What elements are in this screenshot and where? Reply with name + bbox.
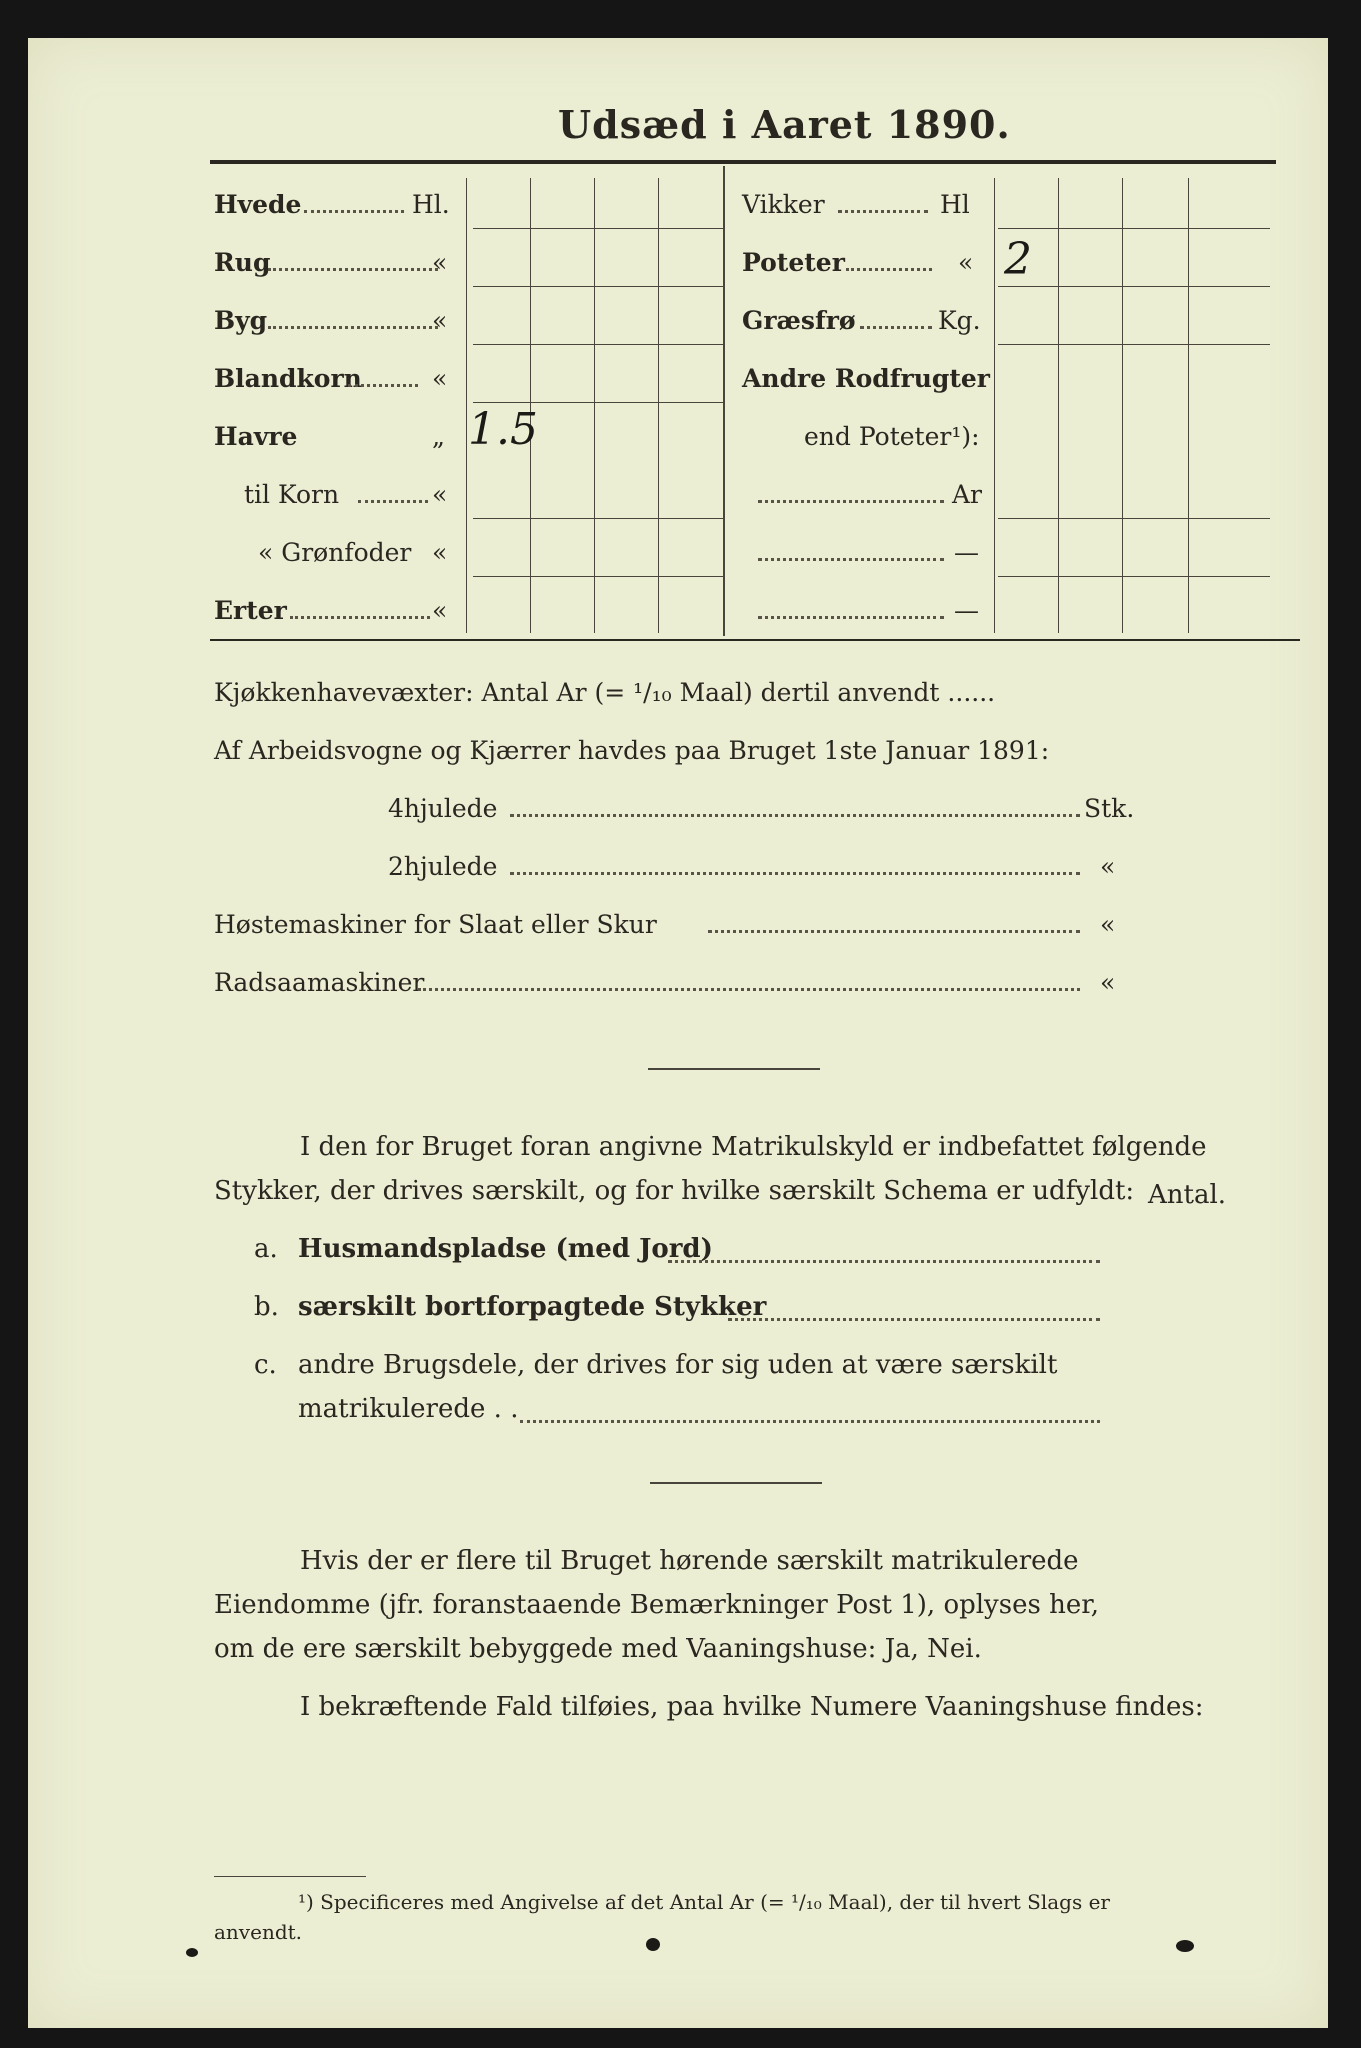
- leader-dots: [758, 500, 944, 503]
- row-unit: —: [954, 596, 979, 625]
- item-text: andre Brugsdele, der drives for sig uden at være særskilt: [298, 1350, 1058, 1380]
- left-col-line: [658, 178, 659, 633]
- row-label: 2hjulede: [388, 852, 498, 881]
- arbeidsvogne-line: Af Arbeidsvogne og Kjærrer havdes paa Bruget 1ste Januar 1891:: [214, 736, 1050, 765]
- leader-dots: [358, 500, 428, 503]
- ink-speck: [186, 1948, 198, 1957]
- row-unit: «: [432, 538, 448, 567]
- row-label: Byg: [214, 306, 268, 335]
- left-col-line: [594, 178, 595, 633]
- row-unit: Kg.: [938, 306, 981, 335]
- leader-dots: [268, 268, 438, 271]
- entry-line: [998, 518, 1270, 519]
- matrikul-line-2: Stykker, der drives særskilt, og for hvilke særskilt Schema er udfyldt:: [214, 1176, 1135, 1206]
- row-unit: Stk.: [1084, 794, 1135, 823]
- entry-line: [473, 576, 723, 577]
- row-label: end Poteter¹):: [804, 422, 980, 451]
- entry-line: [473, 344, 723, 345]
- entry-line: [473, 286, 723, 287]
- row-label: Erter: [214, 596, 287, 625]
- row-unit: «: [432, 364, 448, 393]
- ink-speck: [646, 1938, 660, 1951]
- antal-label: Antal.: [1148, 1180, 1227, 1210]
- entry-line: [473, 402, 723, 403]
- row-unit: «: [1100, 968, 1116, 997]
- leader-dots: [304, 210, 404, 213]
- right-col-line: [1122, 178, 1123, 633]
- item-letter: a.: [254, 1234, 278, 1264]
- row-label: Poteter: [742, 248, 845, 277]
- item-letter: b.: [254, 1292, 279, 1322]
- hvis-line-1: Hvis der er flere til Bruget hørende særskilt matrikulerede: [300, 1546, 1079, 1576]
- row-label: Rug: [214, 248, 271, 277]
- leader-dots: [860, 326, 932, 329]
- entry-line: [998, 286, 1270, 287]
- left-col-line: [466, 178, 467, 633]
- row-label: « Grønfoder: [258, 538, 412, 567]
- row-label: Hvede: [214, 190, 302, 219]
- leader-dots: [758, 558, 944, 561]
- leader-dots: [728, 1318, 1100, 1321]
- row-unit: „: [432, 422, 445, 451]
- item-text: Husmandspladse (med Jord): [298, 1234, 713, 1264]
- row-unit: Hl.: [412, 190, 450, 219]
- row-unit: «: [432, 248, 448, 277]
- row-unit: «: [432, 306, 448, 335]
- row-unit: —: [954, 538, 979, 567]
- matrikul-line-1: I den for Bruget foran angivne Matrikulskyld er indbefattet følgende: [300, 1132, 1207, 1162]
- row-label: Vikker: [742, 190, 825, 219]
- row-label: Høstemaskiner for Slaat eller Skur: [214, 910, 657, 939]
- footnote-rule: [214, 1876, 366, 1877]
- row-unit: «: [1100, 852, 1116, 881]
- table-bottom-rule: [210, 639, 1300, 641]
- leader-dots: [268, 326, 438, 329]
- right-col-line: [994, 178, 995, 633]
- row-label: til Korn: [244, 480, 340, 509]
- row-label: Blandkorn: [214, 364, 362, 393]
- leader-dots: [510, 872, 1080, 875]
- entry-line: [998, 576, 1270, 577]
- right-col-line: [1058, 178, 1059, 633]
- leader-dots: [846, 268, 932, 271]
- leader-dots: [708, 930, 1080, 933]
- form-title: Udsæd i Aaret 1890.: [558, 102, 1011, 147]
- entry-line: [998, 344, 1270, 345]
- item-letter: c.: [254, 1350, 277, 1380]
- row-unit: «: [432, 480, 448, 509]
- leader-dots: [510, 814, 1080, 817]
- leader-dots: [290, 616, 430, 619]
- hvis-line-2: Eiendomme (jfr. foranstaaende Bemærkninger Post 1), oplyses her,: [214, 1590, 1100, 1620]
- section-divider: [648, 1068, 820, 1070]
- leader-dots: [758, 616, 944, 619]
- row-unit: «: [958, 248, 974, 277]
- item-c-continuation: matrikulerede . .: [298, 1394, 519, 1424]
- row-label: Havre: [214, 422, 298, 451]
- footnote-line-2: anvendt.: [214, 1920, 303, 1944]
- havre-handwritten-value: 1.5: [468, 404, 538, 455]
- form-page: [28, 38, 1328, 2028]
- poteter-handwritten-value: 2: [1004, 234, 1032, 285]
- section-divider: [650, 1482, 822, 1484]
- table-top-rule: [210, 160, 1276, 164]
- row-unit: «: [1100, 910, 1116, 939]
- leader-dots: [668, 1260, 1100, 1263]
- row-label: Andre Rodfrugter: [742, 364, 990, 393]
- footnote-line-1: ¹) Specificeres med Angivelse af det Antal Ar (= ¹/₁₀ Maal), der til hvert Slags er: [298, 1890, 1110, 1914]
- row-unit: «: [432, 596, 448, 625]
- row-label: 4hjulede: [388, 794, 498, 823]
- item-text: særskilt bortforpagtede Stykker: [298, 1292, 767, 1322]
- row-label: Radsaamaskiner: [214, 968, 425, 997]
- leader-dots: [838, 210, 928, 213]
- entry-line: [473, 518, 723, 519]
- leader-dots: [348, 384, 418, 387]
- table-center-divider: [723, 166, 725, 636]
- entry-line: [473, 228, 723, 229]
- row-unit: Hl: [940, 190, 970, 219]
- bekraeftende-line: I bekræftende Fald tilføies, paa hvilke Numere Vaaningshuse findes:: [300, 1692, 1204, 1722]
- leader-dots: [520, 1420, 1100, 1423]
- hvis-line-3: om de ere særskilt bebyggede med Vaaningshuse: Ja, Nei.: [214, 1634, 982, 1664]
- kjokkenhave-line: Kjøkkenhavevæxter: Antal Ar (= ¹/₁₀ Maal) dertil anvendt ......: [214, 678, 996, 707]
- ink-speck: [1176, 1940, 1194, 1952]
- leader-dots: [418, 988, 1080, 991]
- row-label: Græsfrø: [742, 306, 856, 335]
- row-unit: Ar: [952, 480, 983, 509]
- entry-line: [998, 228, 1270, 229]
- right-col-line: [1188, 178, 1189, 633]
